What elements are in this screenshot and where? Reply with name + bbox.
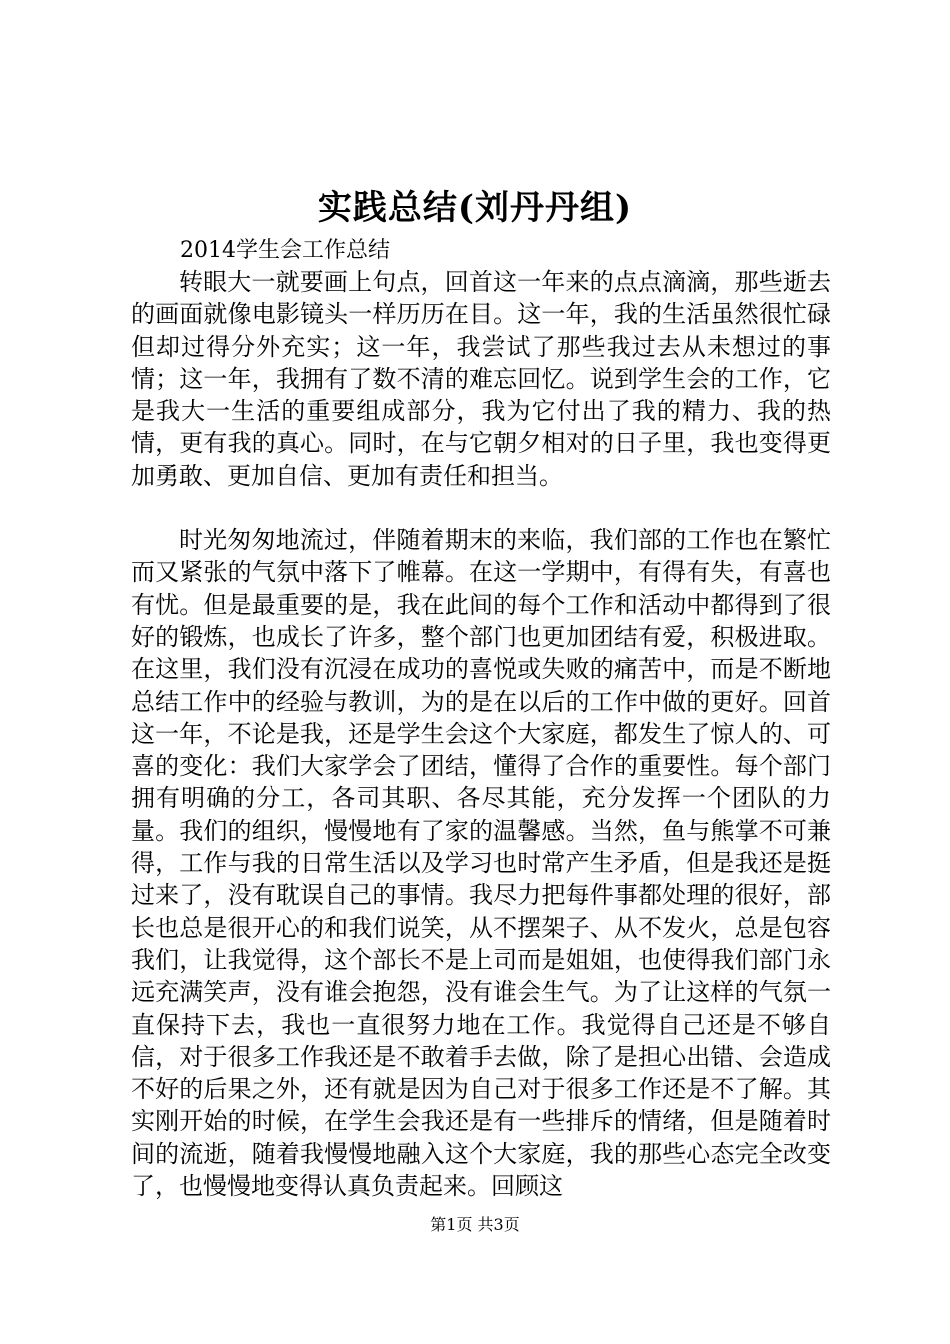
document-subtitle: 2014学生会工作总结 [180, 238, 390, 263]
document-body [131, 266, 831, 1202]
page-title: 实践总结(刘丹丹组) [317, 188, 633, 228]
paragraph: 转眼大一就要画上句点，回首这一年来的点点滴滴，那些逝去的画面就像电影镜头一样历历在目。这一年，我的生活虽然很忙碌但却过得分外充实；这一年，我尝试了那些我过去从未想过的事情；这一年，我拥有了数不清的难忘回忆。说到学生会的工作，它是我大一生活的重要组成部分，我为它付出了我的精力、我的热情，更有我的真心。同时，在与它朝夕相对的日子里，我也变得更加勇敢、更加自信、更加有责任和担当。 [131, 268, 831, 490]
page-footer: 第1页 共3页 [430, 1215, 520, 1234]
paragraph: 时光匆匆地流过，伴随着期末的来临，我们部的工作也在繁忙而又紧张的气氛中落下了帷幕。在这一学期中，有得有失，有喜也有忧。但是最重要的是，我在此间的每个工作和活动中都得到了很好的锻炼，也成长了许多，整个部门也更加团结有爱，积极进取。在这里，我们没有沉浸在成功的喜悦或失败的痛苦中，而是不断地总结工作中的经验与教训，为的是在以后的工作中做的更好。回首这一年，不论是我，还是学生会这个大家庭，都发生了惊人的、可喜的变化：我们大家学会了团结，懂得了合作的重要性。每个部门拥有明确的分工，各司其职、各尽其能，充分发挥一个团队的力量。我们的组织，慢慢地有了家的温馨感。当然，鱼与熊掌不可兼得，工作与我的日常生活以及学习也时常产生矛盾，但是我还是挺过来了，没有耽误自己的事情。我尽力把每件事都处理的很好，部长也总是很开心的和我们说笑，从不摆架子、从不发火，总是包容我们，让我觉得，这个部长不是上司而是姐姐，也使得我们部门永远充满笑声，没有谁会抱怨，没有谁会生气。为了让这样的气氛一直保持下去，我也一直很努力地在工作。我觉得自己还是不够自信，对于很多工作我还是不敢着手去做，除了是担心出错、会造成不好的后果之外，还有就是因为自己对于很多工作还是不了解。其实刚开始的时候，在学生会我还是有一些排斥的情绪，但是随着时间的流逝，随着我慢慢地融入这个大家庭，我的那些心态完全改变了，也慢慢地变得认真负责起来。回顾这 [131, 526, 831, 1201]
